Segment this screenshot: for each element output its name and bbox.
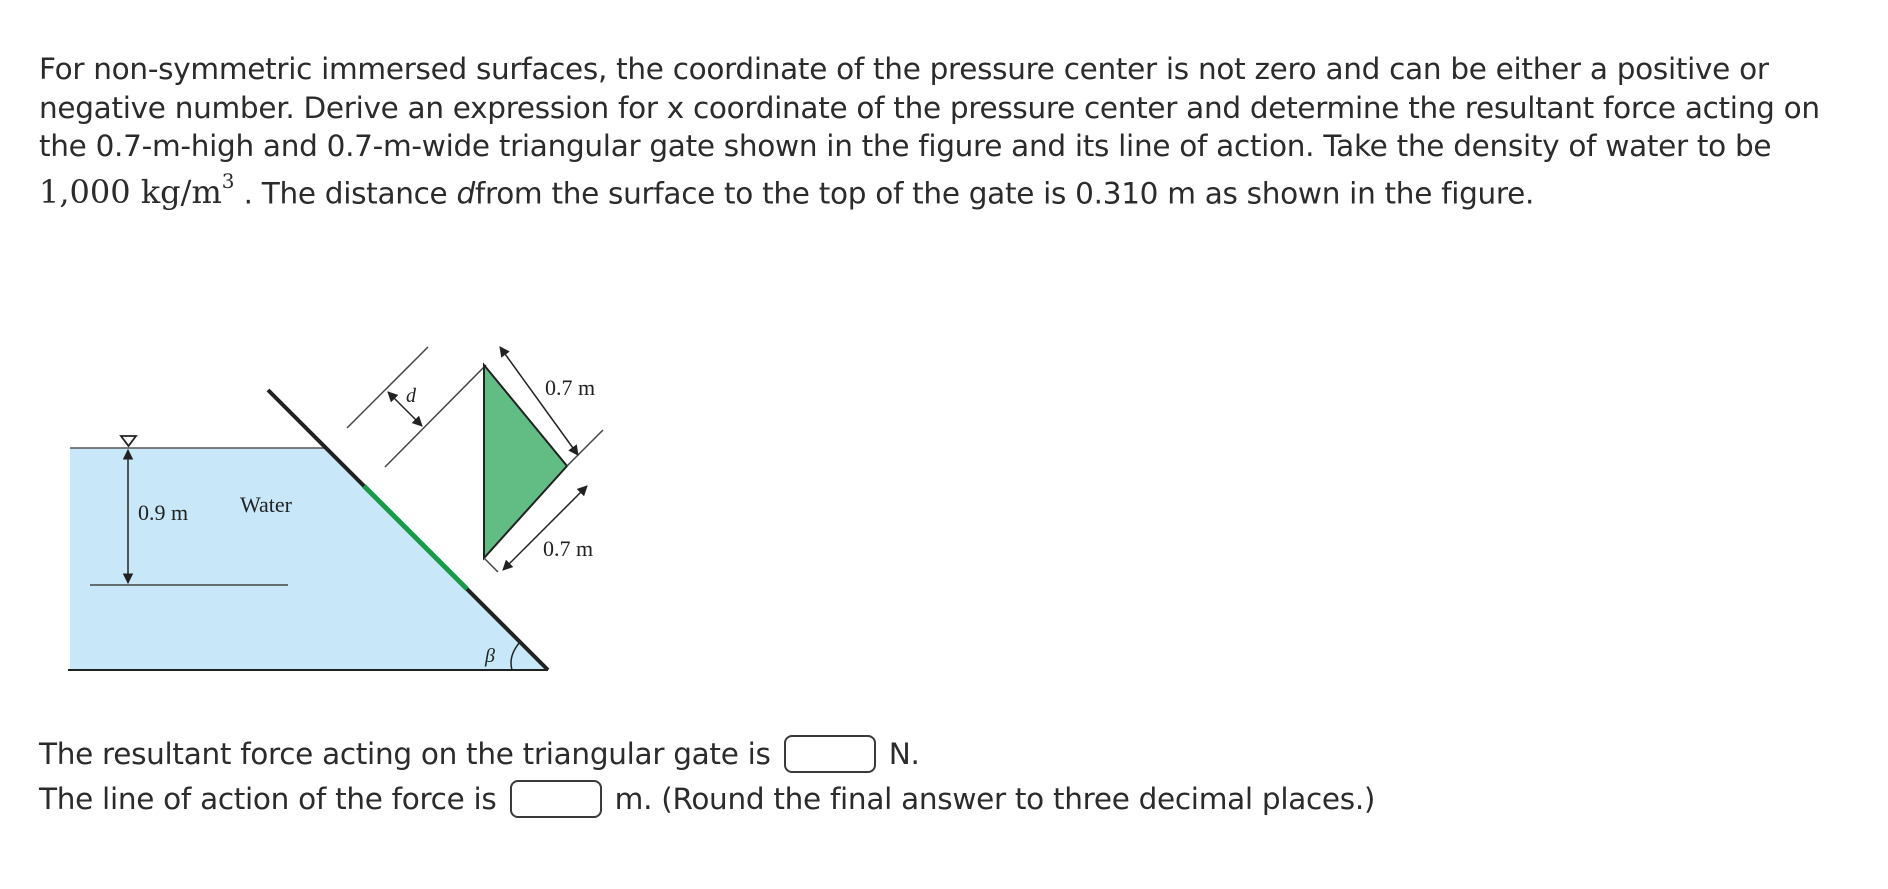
- d-label: d: [406, 385, 416, 407]
- force-question-text: The resultant force acting on the triangular gate is: [39, 737, 771, 771]
- angle-label: β: [485, 645, 495, 667]
- sentence-post: from the surface to the top of the gate is 0.310 m as shown in the figure.: [474, 176, 1535, 211]
- problem-line-4: [39, 166, 1869, 213]
- gate-height-label: 0.7 m: [545, 375, 596, 400]
- force-answer-input[interactable]: [784, 735, 876, 773]
- free-surface-symbol: [121, 436, 136, 446]
- density-exponent: 3: [221, 168, 235, 193]
- water-label: Water: [240, 492, 292, 517]
- density-expression: [39, 168, 235, 212]
- width-extension-line: [484, 558, 498, 572]
- depth-label: 0.9 m: [138, 500, 189, 525]
- line-of-action-input[interactable]: [510, 780, 602, 818]
- d-extension-line-2: [385, 365, 486, 467]
- force-question: [39, 735, 920, 773]
- line-of-action-text: The line of action of the force is: [39, 782, 497, 816]
- problem-line-3: the 0.7-m-high and 0.7-m-wide triangular gate shown in the figure and its line of action. Take the density of water to be: [39, 129, 1772, 163]
- problem-statement: [39, 50, 1869, 213]
- line-of-action-suffix: m. (Round the final answer to three decimal places.): [614, 782, 1376, 816]
- d-dimension-arrow: [388, 392, 422, 426]
- force-unit: N.: [888, 737, 920, 771]
- problem-line-2: negative number. Derive an expression for x coordinate of the pressure center and determine the resultant force acting on: [39, 90, 1820, 125]
- density-value: 1,000 kg/m: [39, 173, 222, 212]
- water-region: [70, 448, 548, 670]
- gate-figure: [60, 340, 660, 680]
- d-symbol: d: [456, 176, 475, 211]
- problem-line-1: For non-symmetric immersed surfaces, the coordinate of the pressure center is not zero and can be either a positive or: [39, 52, 1769, 86]
- sentence-pre: . The distance: [243, 176, 448, 211]
- line-of-action-question: [39, 780, 1375, 818]
- gate-width-label: 0.7 m: [543, 536, 594, 561]
